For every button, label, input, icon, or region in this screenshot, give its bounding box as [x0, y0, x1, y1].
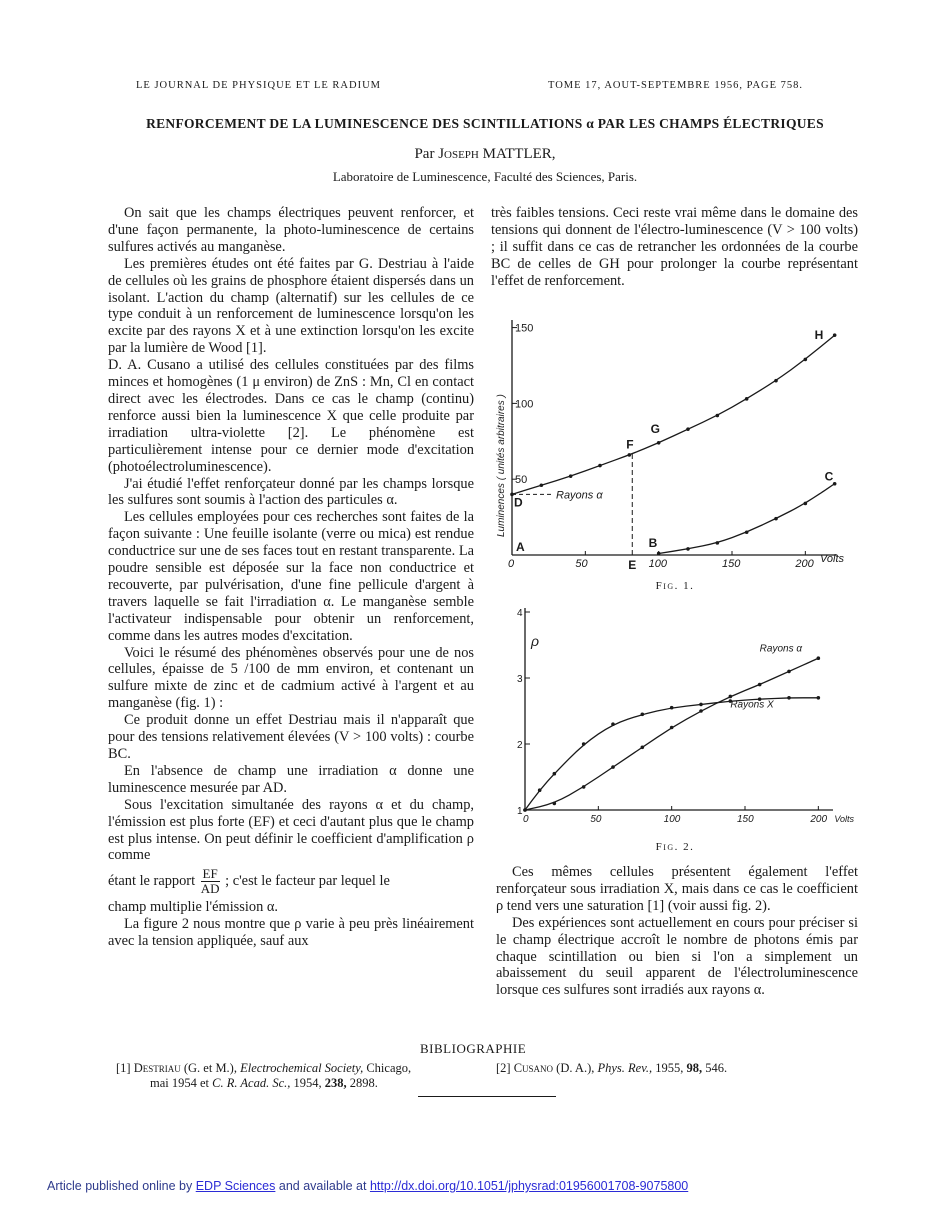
- ratio-fraction: [201, 867, 220, 896]
- data-point: [758, 683, 762, 687]
- paragraph: champ multiplie l'émission α.: [108, 899, 279, 916]
- footer-text: Article published online by: [47, 1179, 193, 1193]
- reference-date: mai 1954 et: [150, 1076, 210, 1090]
- data-point: [774, 379, 778, 383]
- data-point: [657, 552, 661, 556]
- x-tick-label: 100: [663, 814, 681, 825]
- formula-line: [108, 867, 474, 896]
- figure-2-chart: [495, 600, 855, 832]
- x-tick-label: 150: [737, 814, 754, 825]
- paragraph: Voici le résumé des phénomènes observés pour une de nos cellules, épaisse de 5 /100 de mm environ, et contenant un sulfure mixte de zinc et de cadmium activé à l'argent et au manganèse (fig. 1) :: [108, 644, 474, 712]
- series-rayons-x: [525, 698, 818, 810]
- publisher-link[interactable]: EDP Sciences: [195, 1179, 276, 1193]
- right-column-top: [491, 205, 858, 290]
- point-label-f: F: [626, 437, 634, 452]
- footer: [47, 1179, 688, 1193]
- paragraph: Ces mêmes cellules présentent également l'effet renforçateur sous irradiation X, mais dans ce cas le coefficient ρ tend vers une saturation [1] (voir aussi fig. 2).: [496, 864, 858, 914]
- data-point: [833, 482, 837, 486]
- data-point: [686, 427, 690, 431]
- paragraph: On sait que les champs électriques peuvent renforcer, et d'une façon permanente, la photo-luminescence de certains sulfures activés au manganèse.: [108, 205, 474, 255]
- reference-1: [116, 1061, 488, 1091]
- data-point: [787, 696, 791, 700]
- data-point: [716, 541, 720, 545]
- x-tick-label: 100: [648, 558, 668, 570]
- reference-initials: (G. et M.),: [183, 1061, 237, 1075]
- formula-text-after: ; c'est le facteur par lequel le: [225, 873, 390, 890]
- series-label-rayons-alpha: Rayons α: [759, 643, 803, 655]
- point-label-a: A: [516, 540, 525, 554]
- data-point: [729, 695, 733, 699]
- y-tick-label: 4: [517, 608, 523, 619]
- data-point: [538, 788, 542, 792]
- point-label-b: B: [648, 536, 658, 550]
- volume-info: TOME 17, AOUT-SEPTEMBRE 1956, PAGE 758.: [548, 80, 804, 91]
- reference-year: 1955,: [655, 1061, 684, 1075]
- author-prefix: Par: [414, 146, 435, 162]
- data-point: [611, 722, 615, 726]
- data-point: [699, 703, 703, 707]
- reference-page: 2898.: [349, 1076, 378, 1090]
- data-point: [553, 772, 557, 776]
- y-axis-label: Luminences ( unités arbitraires ): [496, 394, 507, 537]
- data-point: [611, 765, 615, 769]
- formula-text-before: étant le rapport: [108, 873, 196, 890]
- doi-link[interactable]: http://dx.doi.org/10.1051/jphysrad:01956001708-9075800: [369, 1179, 689, 1193]
- data-point: [657, 441, 661, 445]
- point-label-h: H: [814, 328, 824, 343]
- x-unit-label: Volts: [834, 814, 855, 824]
- data-point: [540, 483, 544, 487]
- paragraph: En l'absence de champ une irradiation α donne une luminescence mesurée par AD.: [108, 762, 474, 796]
- data-point: [641, 746, 645, 750]
- x-tick-label: 0: [523, 814, 529, 825]
- x-tick-label: 200: [795, 558, 814, 570]
- figure-1-chart: [490, 315, 860, 580]
- author-last-name: MATTLER,: [482, 146, 556, 162]
- data-point: [804, 358, 808, 362]
- x-unit-label: Volts: [820, 553, 845, 565]
- data-point: [582, 785, 586, 789]
- fraction-numerator: EF: [202, 866, 218, 882]
- data-point: [523, 808, 527, 812]
- end-rule: [418, 1096, 556, 1097]
- data-point: [787, 670, 791, 674]
- reference-journal: Electrochemical Society,: [240, 1061, 364, 1075]
- data-point: [598, 464, 602, 468]
- reference-2: [496, 1061, 856, 1076]
- affiliation: Laboratoire de Luminescence, Faculté des Sciences, Paris.: [332, 169, 638, 184]
- data-point: [553, 802, 557, 806]
- paragraph: D. A. Cusano a utilisé des cellules constituées par des films minces et homogènes (1 μ environ) de ZnS : Mn, Cl en contact direct avec les électrodes. Dans ce cas le champ (continu) renforce aussi bien la luminescence X que celle produite par irradiation ultra-violette [2]. Le phénomène est particulièrement intense pour ce dernier mode d'excitation (photoélectroluminescence).: [108, 357, 474, 475]
- data-point: [804, 502, 808, 506]
- y-tick-label: 2: [517, 740, 523, 751]
- x-tick-label: 50: [590, 814, 602, 825]
- reference-volume: 238,: [324, 1076, 347, 1090]
- data-point: [670, 726, 674, 730]
- footer-text: and available at: [278, 1179, 367, 1193]
- left-column: [108, 205, 474, 950]
- rayons-alpha-label: Rayons α: [556, 489, 603, 502]
- x-tick-label: 150: [722, 558, 741, 570]
- reference-journal: Phys. Rev.,: [597, 1061, 653, 1075]
- x-tick-label: 200: [810, 814, 828, 825]
- point-label-g: G: [650, 421, 661, 436]
- y-axis-label: ρ: [531, 633, 540, 649]
- point-label-d: D: [514, 495, 523, 510]
- author-first-name: Joseph: [438, 146, 479, 162]
- y-tick-label: 1: [517, 806, 523, 817]
- data-point: [774, 517, 778, 521]
- bibliography-heading: BIBLIOGRAPHIE: [420, 1041, 527, 1056]
- data-point: [817, 696, 821, 700]
- paragraph: La figure 2 nous montre que ρ varie à peu près linéairement avec la tension appliquée, sauf aux: [108, 916, 474, 950]
- data-point: [686, 547, 690, 551]
- y-tick-label: 150: [515, 322, 534, 335]
- series-rayons-alpha: [525, 658, 818, 810]
- x-tick-label: 0: [508, 558, 515, 570]
- reference-location: Chicago,: [366, 1061, 412, 1075]
- figure-2-caption: Fig. 2.: [655, 841, 695, 853]
- reference-initials: (D. A.),: [556, 1061, 595, 1075]
- y-tick-label: 3: [517, 674, 523, 685]
- right-column-bottom: [496, 864, 858, 999]
- data-point: [628, 453, 632, 457]
- x-tick-label: 50: [575, 558, 588, 570]
- reference-number: [2]: [496, 1061, 511, 1075]
- fraction-denominator: AD: [200, 881, 220, 897]
- paragraph: Les cellules employées pour ces recherches sont faites de la façon suivante : Une feuille isolante (verre ou mica) est rendue conductrice sur une de ses faces tout en restant transparente. La poudre sensible est déposée sur la face non conductrice et recouverte, par pulvérisation, d'une fine pellicule d'argent à travers laquelle se fait l'irradiation α. Le manganèse semble l'activateur indispensable pour obtenir un renforcement, comme dans les autres modes d'excitation.: [108, 509, 474, 644]
- series-label-rayons-x: Rayons X: [730, 699, 774, 711]
- paragraph: J'ai étudié l'effet renforçateur donné par les champs lorsque les sulfures sont soumis à l'action des particules α.: [108, 475, 474, 509]
- data-point: [670, 706, 674, 710]
- y-tick-label: 100: [515, 398, 534, 411]
- data-point: [699, 709, 703, 713]
- reference-volume: 98,: [686, 1061, 703, 1075]
- point-label-c: C: [824, 469, 834, 484]
- author-line: [60, 146, 910, 163]
- data-point: [817, 656, 821, 660]
- reference-author: Cusano: [513, 1061, 554, 1075]
- reference-journal-2: C. R. Acad. Sc.,: [212, 1076, 291, 1090]
- reference-year: 1954,: [293, 1076, 322, 1090]
- paragraph: très faibles tensions. Ceci reste vrai même dans le domaine des tensions qui donnent de l'électro-luminescence (V > 100 volts) ; il suffit dans ce cas de retrancher les ordonnées de la courbe BC de celles de GH pour prolonger la courbe représentant l'effet de renforcement.: [491, 205, 858, 289]
- article-title: RENFORCEMENT DE LA LUMINESCENCE DES SCINTILLATIONS α PAR LES CHAMPS ÉLECTRIQUES: [146, 116, 824, 131]
- data-point: [745, 397, 749, 401]
- paragraph: Les premières études ont été faites par G. Destriau à l'aide de cellules où les grains de phosphore étaient dispersés dans un isolant. L'action du champ (alternatif) sur les cellules de ce type conduit à un renforcement de luminescence lorsqu'on les excite par des rayons X et à une extinction lorsqu'on les excite par la lumière de Wood [1].: [108, 255, 474, 357]
- figure-1-caption: Fig. 1.: [655, 580, 695, 592]
- point-label-e: E: [628, 558, 637, 572]
- paragraph: Ce produit donne un effet Destriau mais il n'apparaît que pour des tensions relativement élevées (V > 100 volts) : courbe BC.: [108, 712, 474, 762]
- reference-page: 546.: [705, 1061, 728, 1075]
- data-point: [745, 530, 749, 534]
- data-point: [641, 713, 645, 717]
- curve-bc: [659, 484, 835, 554]
- paragraph: Sous l'excitation simultanée des rayons α et du champ, l'émission est plus forte (EF) et ceci d'autant plus que le champ est plus intense. On peut définir le coefficient d'amplification ρ comme: [108, 796, 474, 864]
- data-point: [833, 333, 837, 337]
- y-tick-label: 50: [515, 474, 528, 487]
- data-point: [716, 414, 720, 418]
- paragraph: Des expériences sont actuellement en cours pour préciser si le champ électrique accroît le nombre de photons émis par chaque scintillation ou bien si l'on a simplement un abaissement du seuil apparent de l'électroluminescence lorsque ces sulfures sont irradiés aux rayons α.: [496, 914, 858, 999]
- reference-number: [1]: [116, 1061, 131, 1075]
- journal-name: LE JOURNAL DE PHYSIQUE ET LE RADIUM: [136, 80, 381, 91]
- data-point: [582, 742, 586, 746]
- data-point: [569, 474, 573, 478]
- reference-author: Destriau: [133, 1061, 181, 1075]
- curve-dfgh: [512, 335, 835, 494]
